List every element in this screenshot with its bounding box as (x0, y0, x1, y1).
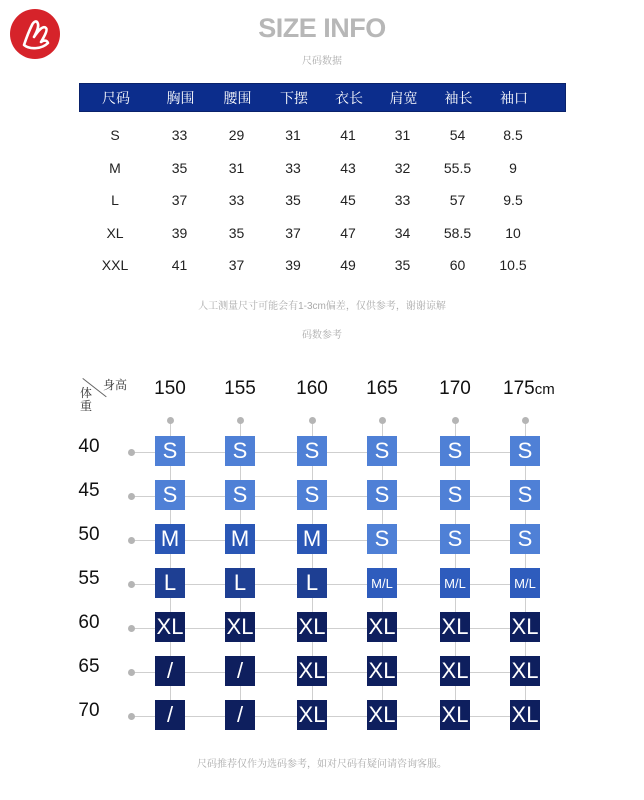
size-badge: XL (367, 656, 397, 686)
height-label (503, 378, 583, 400)
size-cell: M (109, 159, 121, 176)
grid-dot (167, 417, 174, 424)
measurement-cell: 45 (340, 192, 356, 209)
table-row (79, 184, 566, 217)
height-label (425, 378, 485, 400)
size-badge: XL (440, 656, 470, 686)
grid-dot (128, 625, 135, 632)
measurement-cell: 34 (394, 224, 411, 241)
table-row (79, 249, 566, 282)
measurement-cell: 43 (340, 159, 356, 176)
size-table-header (79, 83, 566, 112)
grid-dot (452, 417, 459, 424)
weight-label: 70 (78, 700, 100, 721)
size-badge: S (155, 436, 185, 466)
size-badge: L (225, 568, 255, 598)
grid-dot (522, 417, 529, 424)
size-badge: XL (225, 612, 255, 642)
size-table (79, 83, 566, 282)
size-badge: XL (510, 656, 540, 686)
measurement-cell: 35 (285, 192, 301, 209)
size-badge: / (155, 700, 185, 730)
size-cell: XL (106, 224, 124, 241)
weight-label: 45 (78, 480, 100, 501)
measurement-cell: 37 (171, 192, 188, 209)
measurement-note: 人工测量尺寸可能会有1-3cm偏差，仅供参考，谢谢谅解 (198, 301, 446, 312)
size-badge: S (440, 480, 470, 510)
measurement-cell: 9.5 (503, 192, 523, 209)
size-badge: S (510, 436, 540, 466)
grid-horizontal-line (131, 584, 534, 585)
size-badge: S (297, 436, 327, 466)
measurement-cell: 29 (228, 127, 245, 144)
size-badge: M/L (367, 568, 397, 598)
page-subtitle: 尺码数据 (302, 56, 342, 67)
column-header: 下摆 (280, 89, 308, 106)
size-badge: S (225, 480, 255, 510)
grid-horizontal-line (131, 496, 534, 497)
size-badge: XL (367, 700, 397, 730)
measurement-cell: 35 (394, 257, 411, 274)
size-badge: L (155, 568, 185, 598)
measurement-cell: 37 (228, 257, 245, 274)
size-badge: XL (297, 612, 327, 642)
footer-note: 尺码推荐仅作为选码参考，如对尺码有疑问请咨询客服。 (197, 759, 447, 770)
size-cell: L (111, 192, 119, 209)
measurement-cell: 9 (509, 159, 517, 176)
size-badge: M (155, 524, 185, 554)
measurement-cell: 35 (228, 224, 245, 241)
size-badge: XL (440, 612, 470, 642)
measurement-cell: 8.5 (503, 127, 523, 144)
weight-label: 50 (78, 524, 100, 545)
size-badge: XL (155, 612, 185, 642)
weight-label: 65 (78, 656, 100, 677)
size-badge: / (225, 656, 255, 686)
measurement-cell: 35 (171, 159, 188, 176)
measurement-cell: 47 (340, 224, 356, 241)
grid-horizontal-line (131, 716, 534, 717)
measurement-cell: 31 (285, 127, 301, 144)
measurement-cell: 55.5 (443, 159, 472, 176)
table-row (79, 119, 566, 152)
size-badge: S (367, 436, 397, 466)
column-header: 胸围 (166, 89, 195, 106)
size-cell: S (110, 127, 120, 144)
measurement-cell: 32 (394, 159, 411, 176)
weight-label: 55 (78, 568, 100, 589)
height-value: 155 (224, 378, 256, 399)
size-badge: M/L (440, 568, 470, 598)
measurement-cell: 41 (340, 127, 356, 144)
grid-dot (128, 537, 135, 544)
size-table-body (79, 119, 566, 282)
size-badge: S (155, 480, 185, 510)
grid-dot (128, 581, 135, 588)
size-badge: XL (367, 612, 397, 642)
weight-label: 60 (78, 612, 100, 633)
grid-horizontal-line (131, 672, 534, 673)
size-badge: S (510, 524, 540, 554)
height-axis-label: 身高 (103, 378, 128, 392)
height-label (210, 378, 270, 400)
size-badge: S (297, 480, 327, 510)
grid-dot (309, 417, 316, 424)
size-badge: S (367, 480, 397, 510)
size-badge: / (225, 700, 255, 730)
height-value: 150 (154, 378, 186, 399)
size-badge: S (440, 524, 470, 554)
measurement-cell: 57 (449, 192, 466, 209)
table-row (79, 217, 566, 250)
grid-horizontal-line (131, 452, 534, 453)
column-header: 尺码 (102, 89, 130, 106)
measurement-cell: 39 (285, 257, 301, 274)
measurement-cell: 33 (394, 192, 411, 209)
measurement-cell: 60 (449, 257, 466, 274)
height-value: 160 (296, 378, 328, 399)
column-header: 腰围 (223, 89, 252, 106)
grid-dot (128, 669, 135, 676)
measurement-cell: 58.5 (443, 224, 472, 241)
reference-title: 码数参考 (302, 330, 342, 341)
size-badge: S (510, 480, 540, 510)
measurement-cell: 10 (505, 224, 521, 241)
grid-dot (379, 417, 386, 424)
height-unit: cm (534, 381, 555, 398)
size-badge: XL (510, 700, 540, 730)
measurement-cell: 33 (171, 127, 188, 144)
measurement-cell: 39 (171, 224, 188, 241)
grid-dot (128, 713, 135, 720)
grid-horizontal-line (131, 540, 534, 541)
size-badge: XL (510, 612, 540, 642)
table-row (79, 152, 566, 185)
grid-dot (128, 449, 135, 456)
measurement-cell: 33 (285, 159, 301, 176)
size-badge: M (225, 524, 255, 554)
grid-dot (237, 417, 244, 424)
size-badge: XL (297, 700, 327, 730)
grid-horizontal-line (131, 628, 534, 629)
size-badge: S (225, 436, 255, 466)
height-label (140, 378, 200, 400)
size-badge: S (367, 524, 397, 554)
weight-axis-label: 体重 (80, 386, 93, 413)
height-value: 165 (366, 378, 398, 399)
measurement-cell: 31 (394, 127, 411, 144)
column-header: 袖口 (500, 89, 528, 106)
measurement-cell: 37 (285, 224, 301, 241)
size-badge: L (297, 568, 327, 598)
measurement-cell: 54 (449, 127, 466, 144)
size-badge: M/L (510, 568, 540, 598)
column-header: 衣长 (335, 89, 363, 106)
size-badge: / (155, 656, 185, 686)
size-badge: S (440, 436, 470, 466)
column-header: 肩宽 (389, 89, 418, 106)
page-title: SIZE INFO (258, 13, 386, 43)
height-label (282, 378, 342, 400)
column-header: 袖长 (444, 89, 473, 106)
grid-dot (128, 493, 135, 500)
measurement-cell: 33 (228, 192, 245, 209)
height-value: 175 (503, 378, 535, 399)
measurement-cell: 41 (171, 257, 188, 274)
size-cell: XXL (101, 257, 129, 274)
size-badge: XL (297, 656, 327, 686)
measurement-cell: 49 (340, 257, 356, 274)
height-label (352, 378, 412, 400)
measurement-cell: 10.5 (499, 257, 527, 274)
size-badge: M (297, 524, 327, 554)
measurement-cell: 31 (228, 159, 245, 176)
size-badge: XL (440, 700, 470, 730)
height-value: 170 (439, 378, 471, 399)
weight-label: 40 (78, 436, 100, 457)
